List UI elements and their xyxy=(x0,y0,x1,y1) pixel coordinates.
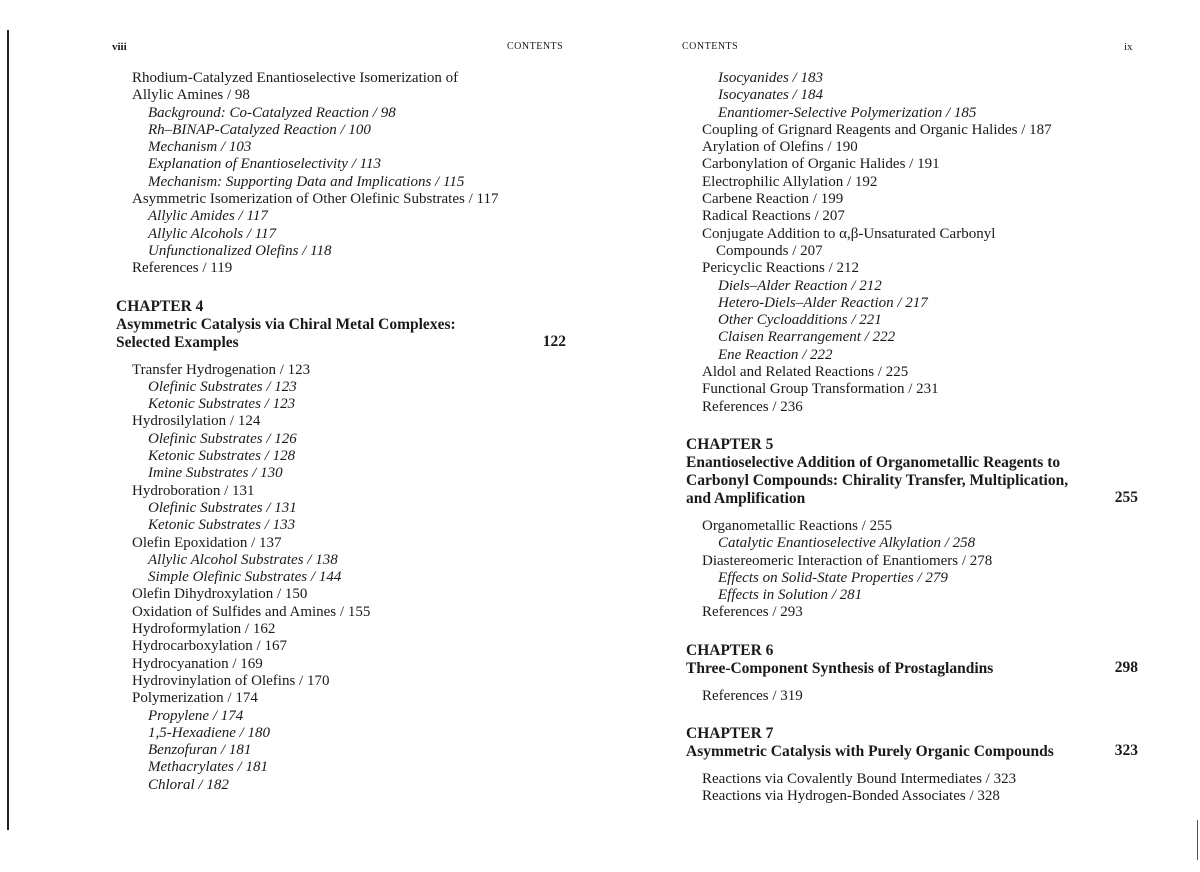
toc-entry: Carbonylation of Organic Halides / 191 xyxy=(702,156,940,173)
toc-entry: Reactions via Covalently Bound Intermediates / 323 xyxy=(702,771,1017,788)
toc-entry: Rhodium-Catalyzed Enantioselective Isomerization of xyxy=(132,70,459,86)
toc-subentry: Effects in Solution / 281 xyxy=(718,587,863,604)
toc-subentry: Propylene / 174 xyxy=(148,707,244,724)
toc-subentry: Rh–BINAP-Catalyzed Reaction / 100 xyxy=(148,121,371,138)
toc-subentry: Other Cycloadditions / 221 xyxy=(718,312,882,329)
running-head: CONTENTS xyxy=(507,41,564,52)
toc-subentry: Ketonic Substrates / 128 xyxy=(148,448,296,465)
toc-subentry: Methacrylates / 181 xyxy=(148,759,268,776)
chapter-title xyxy=(116,316,566,352)
toc-subentry: Diels–Alder Reaction / 212 xyxy=(718,277,882,294)
toc-subentry: Catalytic Enantioselective Alkylation / 258 xyxy=(718,535,976,552)
toc-entry: References / 293 xyxy=(702,604,803,621)
toc-subentry: 1,5-Hexadiene / 180 xyxy=(148,724,271,741)
toc-subentry: Olefinic Substrates / 123 xyxy=(148,378,297,395)
chapter-title-line: Enantioselective Addition of Organometallic Reagents to xyxy=(686,453,1061,471)
toc-subentry: Enantiomer-Selective Polymerization / 185 xyxy=(718,104,977,121)
chapter-title-line: Selected Examples xyxy=(116,333,239,351)
toc-entry: Arylation of Olefins / 190 xyxy=(702,139,858,156)
toc-subentry: Unfunctionalized Olefins / 118 xyxy=(148,242,332,259)
chapter-title-line: Three-Component Synthesis of Prostaglandins xyxy=(686,659,994,677)
toc-entry: Olefin Epoxidation / 137 xyxy=(132,534,282,551)
page-number: ix xyxy=(1124,41,1133,53)
toc-subentry: Benzofuran / 181 xyxy=(148,742,252,759)
toc-entry: Conjugate Addition to α,β-Unsaturated Carbonyl xyxy=(702,225,996,242)
chapter-label: CHAPTER 5 xyxy=(686,435,774,453)
chapter-page-number: 122 xyxy=(542,332,566,350)
right-page xyxy=(600,0,1200,872)
toc-entry: Hydroboration / 131 xyxy=(132,482,255,499)
chapter-page-number: 323 xyxy=(1114,742,1138,760)
running-head: CONTENTS xyxy=(682,41,739,52)
chapter-title xyxy=(686,660,1138,678)
toc-entry: Allylic Amines / 98 xyxy=(132,87,250,104)
toc-subentry: Ene Reaction / 222 xyxy=(718,346,833,363)
toc-subentry: Isocyanides / 183 xyxy=(718,70,823,86)
toc-entry: Hydrosilylation / 124 xyxy=(132,413,261,430)
toc-entry: Hydroformylation / 162 xyxy=(132,621,276,638)
toc-subentry: Allylic Alcohols / 117 xyxy=(148,225,277,242)
toc-entry: Reactions via Hydrogen-Bonded Associates / 328 xyxy=(702,788,1000,805)
toc-entry: Diastereomeric Interaction of Enantiomers / 278 xyxy=(702,552,993,569)
chapter-title-line: Asymmetric Catalysis with Purely Organic Compounds xyxy=(686,743,1054,761)
chapter-label: CHAPTER 7 xyxy=(686,725,774,743)
toc-entry: References / 119 xyxy=(132,260,233,277)
chapter-title-line: Asymmetric Catalysis via Chiral Metal Complexes: xyxy=(116,315,456,333)
toc-subentry: Claisen Rearrangement / 222 xyxy=(718,329,896,346)
toc-subentry: Explanation of Enantioselectivity / 113 xyxy=(148,156,382,173)
chapter-label: CHAPTER 4 xyxy=(116,297,204,315)
toc-entry: Pericyclic Reactions / 212 xyxy=(702,260,860,277)
toc-subentry: Simple Olefinic Substrates / 144 xyxy=(148,569,342,586)
toc-continued-section xyxy=(686,70,1138,416)
toc-entry: Transfer Hydrogenation / 123 xyxy=(132,361,311,378)
toc-subentry: Allylic Alcohol Substrates / 138 xyxy=(148,551,338,568)
toc-entry: Polymerization / 174 xyxy=(132,690,258,707)
toc-subentry: Mechanism: Supporting Data and Implications / 115 xyxy=(148,173,465,190)
toc-entry: References / 236 xyxy=(702,398,803,415)
toc-subentry: Olefinic Substrates / 131 xyxy=(148,499,297,516)
chapter-page-number: 255 xyxy=(1114,488,1138,506)
toc-subentry: Ketonic Substrates / 123 xyxy=(148,396,296,413)
toc-entry: Hydrocyanation / 169 xyxy=(132,655,263,672)
toc-chapter-section xyxy=(686,518,1138,622)
toc-chapter-section xyxy=(116,362,566,794)
toc-right xyxy=(686,70,1138,806)
toc-subentry: Isocyanates / 184 xyxy=(718,87,823,104)
toc-subentry: Olefinic Substrates / 126 xyxy=(148,430,297,447)
chapter-title xyxy=(686,743,1138,761)
toc-subentry: Chloral / 182 xyxy=(148,776,229,793)
toc-subentry: Ketonic Substrates / 133 xyxy=(148,517,296,534)
toc-entry: Oxidation of Sulfides and Amines / 155 xyxy=(132,603,371,620)
toc-subentry: Allylic Amides / 117 xyxy=(148,208,268,225)
toc-entry: Compounds / 207 xyxy=(716,242,823,259)
toc-entry: Hydrovinylation of Olefins / 170 xyxy=(132,672,330,689)
toc-entry: Carbene Reaction / 199 xyxy=(702,191,844,208)
toc-entry: Organometallic Reactions / 255 xyxy=(702,517,893,534)
toc-entry: Hydrocarboxylation / 167 xyxy=(132,638,287,655)
toc-subentry: Mechanism / 103 xyxy=(148,139,252,156)
toc-entry: Aldol and Related Reactions / 225 xyxy=(702,364,909,381)
chapter-title-line: and Amplification xyxy=(686,489,806,507)
chapter-label: CHAPTER 6 xyxy=(686,641,774,659)
toc-continued-section xyxy=(116,70,566,278)
page-number: viii xyxy=(112,41,127,53)
toc-left xyxy=(116,70,566,794)
toc-entry: References / 319 xyxy=(702,687,803,704)
chapter-title xyxy=(686,454,1138,508)
toc-subentry: Background: Co-Catalyzed Reaction / 98 xyxy=(148,104,396,121)
toc-entry: Radical Reactions / 207 xyxy=(702,208,845,225)
toc-chapter-section xyxy=(686,688,1138,705)
toc-entry: Coupling of Grignard Reagents and Organic Halides / 187 xyxy=(702,121,1052,138)
toc-entry: Olefin Dihydroxylation / 150 xyxy=(132,586,308,603)
chapter-title-line: Carbonyl Compounds: Chirality Transfer, Multiplication, xyxy=(686,471,1069,489)
toc-entry: Asymmetric Isomerization of Other Olefinic Substrates / 117 xyxy=(132,191,499,208)
toc-subentry: Imine Substrates / 130 xyxy=(148,465,283,482)
toc-entry: Electrophilic Allylation / 192 xyxy=(702,173,878,190)
toc-chapter-section xyxy=(686,771,1138,806)
chapter-page-number: 298 xyxy=(1114,658,1138,676)
toc-subentry: Hetero-Diels–Alder Reaction / 217 xyxy=(718,294,928,311)
toc-subentry: Effects on Solid-State Properties / 279 xyxy=(718,569,948,586)
toc-entry: Functional Group Transformation / 231 xyxy=(702,381,939,398)
